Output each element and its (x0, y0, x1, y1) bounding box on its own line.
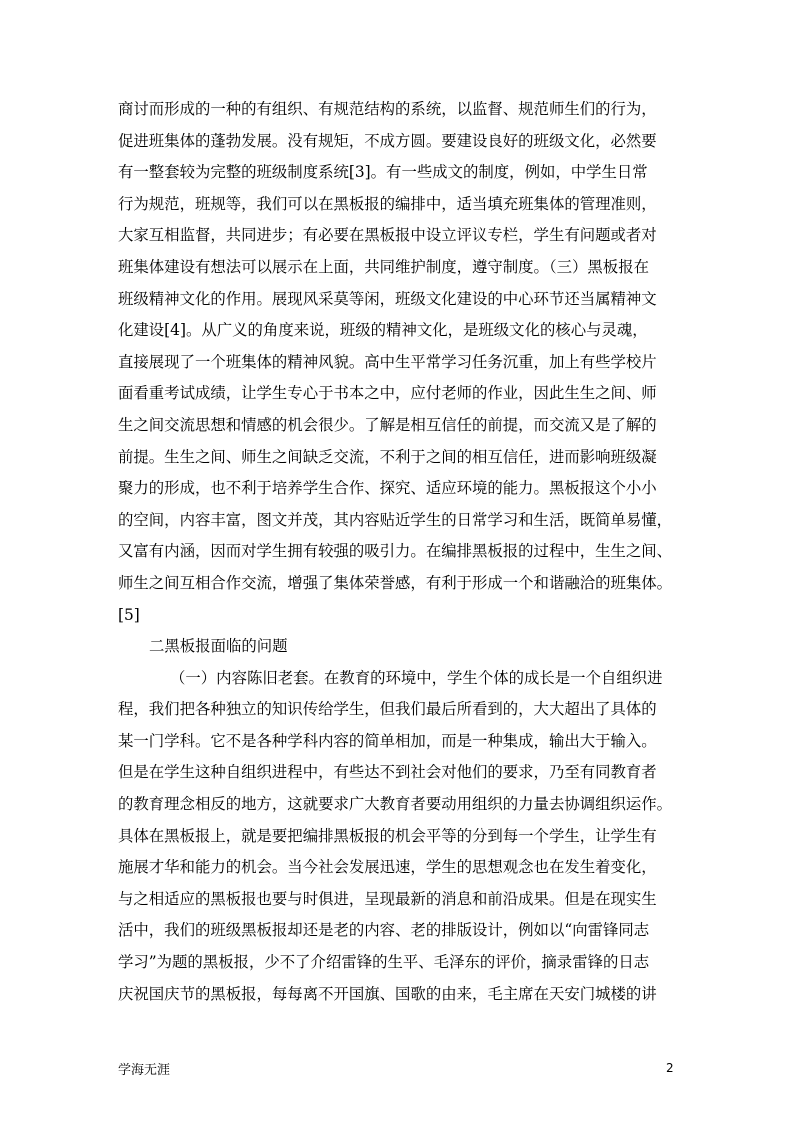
text-line: 化建设[4]。从广义的角度来说，班级的精神文化，是班级文化的核心与灵魂， (118, 321, 648, 340)
text-line: 具体在黑板报上，就是要把编排黑板报的机会平等的分到每一个学生，让学生有 (118, 826, 657, 845)
text-line: 但是在学生这种自组织进程中，有些达不到社会对他们的要求，乃至有同教育者 (118, 763, 657, 782)
text-line: 活中，我们的班级黑板报却还是老的内容、老的排版设计，例如以“向雷锋同志 (118, 921, 650, 940)
text-line: 商讨而形成的一种的有组织、有规范结构的系统，以监督、规范师生们的行为， (118, 100, 657, 118)
page-number: 2 (666, 1061, 674, 1075)
text-line: （一）内容陈旧老套。在教育的环境中，学生个体的成长是一个自组织进 (170, 668, 663, 687)
text-line: 班级精神文化的作用。展现风采莫等闲，班级文化建设的中心环节还当属精神文 (118, 289, 657, 308)
text-line: [5] (118, 605, 140, 624)
text-line: 学习”为题的黑板报，少不了介绍雷锋的生平、毛泽东的评价，摘录雷锋的日志 (118, 953, 650, 972)
text-line: 某一门学科。它不是各种学科内容的简单相加，而是一种集成，输出大于输入。 (118, 731, 657, 750)
text-line: 程，我们把各种独立的知识传给学生，但我们最后所看到的，大大超出了具体的 (118, 700, 657, 719)
text-line: 前提。生生之间、师生之间缺乏交流，不利于之间的相互信任，进而影响班级凝 (118, 447, 657, 466)
text-line: 面看重考试成绩，让学生专心于书本之中，应付老师的作业，因此生生之间、师 (118, 384, 657, 403)
text-line: 生之间交流思想和情感的机会很少。了解是相互信任的前提，而交流又是了解的 (118, 415, 657, 434)
text-line: 与之相适应的黑板报也要与时俱进，呈现最新的消息和前沿成果。但是在现实生 (118, 889, 657, 908)
text-line: 的教育理念相反的地方，这就要求广大教育者要动用组织的力量去协调组织运作。 (118, 795, 673, 814)
text-line: 师生之间互相合作交流，增强了集体荣誉感，有利于形成一个和谐融洽的班集体。 (118, 573, 673, 592)
text-line: 的空间，内容丰富，图文并茂，其内容贴近学生的日常学习和生活，既简单易懂， (118, 510, 673, 529)
text-line: 又富有内涵，因而对学生拥有较强的吸引力。在编排黑板报的过程中，生生之间、 (118, 542, 673, 561)
text-line: 施展才华和能力的机会。当今社会发展迅速，学生的思想观念也在发生着变化， (118, 858, 657, 877)
text-line: 促进班集体的蓬勃发展。没有规矩，不成方圆。要建设良好的班级文化，必然要 (118, 131, 657, 150)
text-line: 聚力的形成，也不利于培养学生合作、探究、适应环境的能力。黑板报这个小小 (118, 479, 657, 498)
body-text (118, 94, 678, 1010)
text-line: 行为规范，班规等，我们可以在黑板报的编排中，适当填充班集体的管理准则， (118, 194, 657, 213)
text-line: 班集体建设有想法可以展示在上面，共同维护制度，遵守制度。（三）黑板报在 (118, 257, 649, 276)
section-heading: 二黑板报面临的问题 (149, 637, 288, 656)
text-line: 有一整套较为完整的班级制度系统[3]。有一些成文的制度，例如，中学生日常 (118, 163, 648, 182)
footer-slogan: 学海无涯 (118, 1063, 171, 1078)
paragraph-1 (118, 94, 678, 631)
text-line: 大家互相监督，共同进步；有必要在黑板报中设立评议专栏，学生有问题或者对 (118, 226, 657, 245)
text-line: 直接展现了一个班集体的精神风貌。高中生平常学习任务沉重，加上有些学校片 (118, 352, 657, 371)
text-line: 庆祝国庆节的黑板报，每每离不开国旗、国歌的由来，毛主席在天安门城楼的讲 (118, 984, 657, 1003)
paragraph-2 (118, 663, 678, 1011)
